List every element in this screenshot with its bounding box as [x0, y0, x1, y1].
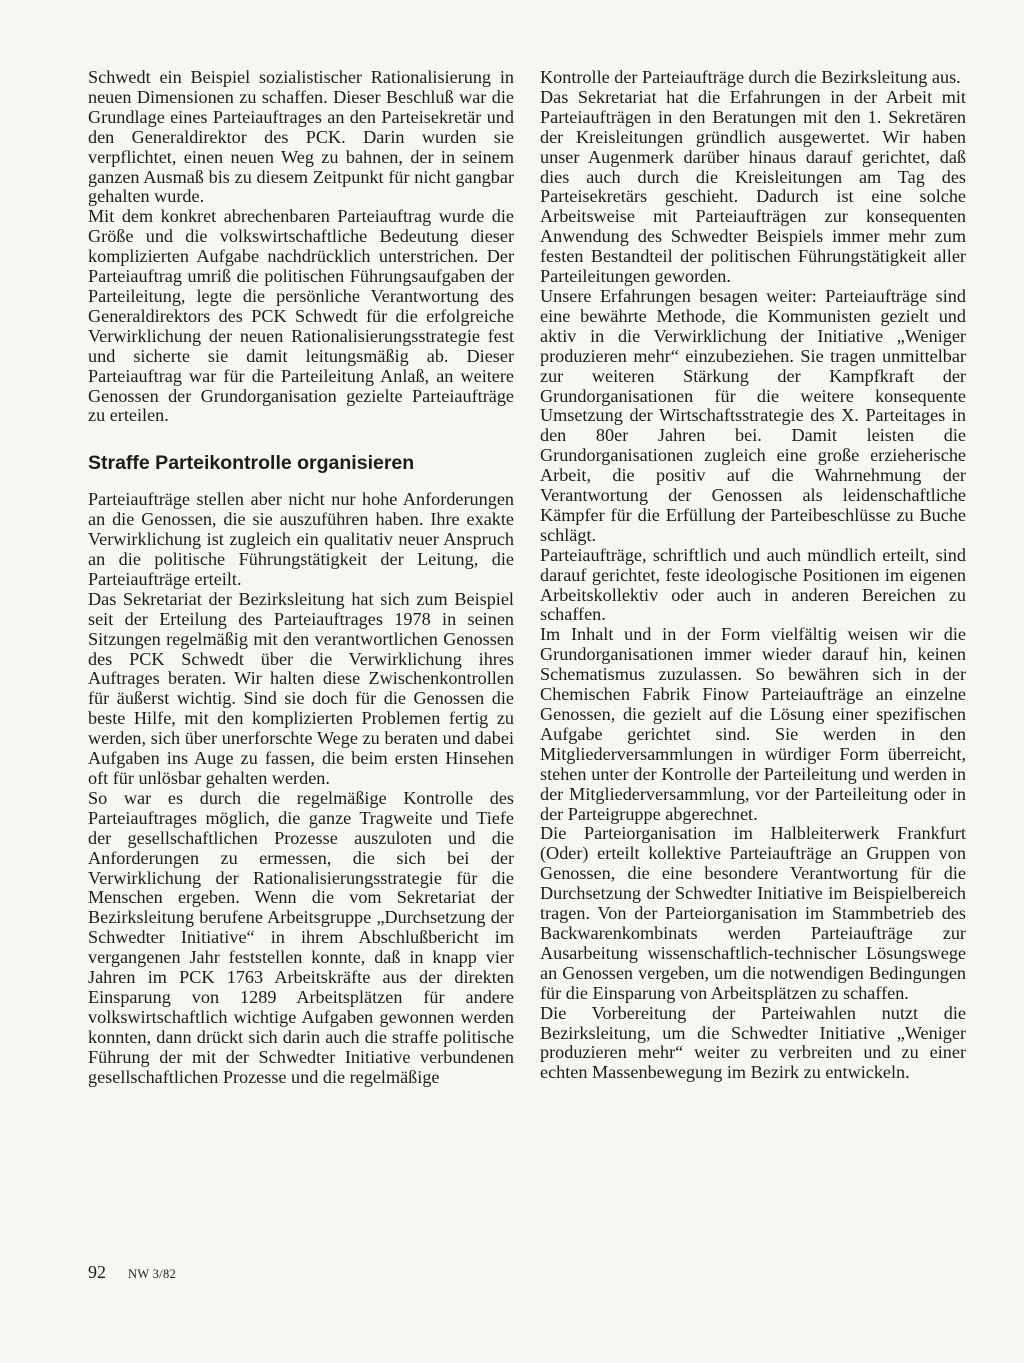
paragraph: Unsere Erfahrungen besagen weiter: Parteiaufträge sind eine bewährte Methode, die Kommunisten gezielt und aktiv in die Verwirklichung der Initiative „Weniger produzieren mehr“ einzubeziehen. Sie tragen unmittelbar zur weiteren Stärkung der Kampfkraft der Grundorganisationen für die weitere konsequente Umsetzung der Wirtschaftsstrategie des X. Parteitages in den 80er Jahren bei. Damit leisten die Grundorganisationen zugleich eine große erzieherische Arbeit, die positiv auf die Wahrnehmung der Verantwortung der Genossen als leidenschaftliche Kämpfer für die Erfüllung der Parteibeschlüsse zu Buche schlägt. [540, 285, 966, 545]
journal-reference: NW 3/82 [128, 1267, 177, 1281]
paragraph: Die Parteiorganisation im Halbleiterwerk Frankfurt (Oder) erteilt kollektive Parteiaufträge an Gruppen von Genossen, die eine besondere Verantwortung für die Durchsetzung der Schwedter Initiative im Beispielbereich tragen. Von der Parteiorganisation im Stammbetrieb des Backwarenkombinats werden Parteiaufträge zur Ausarbeitung wissenschaftlich-technischer Lösungswege an Genossen vergeben, um die notwendigen Bedingungen für die Einsparung von Arbeitsplätzen zu schaffen. [540, 823, 966, 1003]
paragraph: Die Vorbereitung der Parteiwahlen nutzt die Bezirksleitung, um die Schwedter Initiative „Weniger produzieren mehr“ weiter zu verbreiten und zu einer echten Massenbewegung im Bezirk zu entwickeln. [540, 1002, 966, 1083]
page-footer [88, 1262, 176, 1283]
paragraph: Parteiaufträge, schriftlich und auch mündlich erteilt, sind darauf gerichtet, feste ideologische Positionen im eigenen Arbeitskollektiv oder auch in anderen Bereichen zu schaffen. [540, 544, 966, 625]
page-number: 92 [88, 1262, 106, 1282]
left-column [88, 68, 514, 1088]
paragraph: So war es durch die regelmäßige Kontrolle des Parteiauftrages möglich, die ganze Tragweite und Tiefe der gesellschaftlichen Prozesse auszuloten und die Anforderungen zu ermessen, die sich bei der Verwirklichung der Rationalisierungsstrategie für die Menschen ergeben. Wenn die vom Sekretariat der Bezirksleitung berufene Arbeitsgruppe „Durchsetzung der Schwedter Initiative“ in ihrem Abschlußbericht im vergangenen Jahr feststellen konnte, daß in knapp vier Jahren im PCK 1763 Arbeitskräfte aus der direkten Einsparung von 1289 Arbeitsplätzen für andere volkswirtschaftlich wichtige Aufgaben gewonnen werden konnten, dann drückt sich darin auch die straffe politische Führung der mit der Schwedter Initiative verbundenen gesellschaftlichen Prozesse und die regelmäßige [88, 787, 514, 1087]
paragraph: Mit dem konkret abrechenbaren Parteiauftrag wurde die Größe und die volkswirtschaftliche Bedeutung dieser komplizierten Aufgabe nachdrücklich unterstrichen. Der Parteiauftrag umriß die politischen Führungsaufgaben der Parteileitung, legte die persönliche Verantwortung des Generaldirektors des PCK Schwedt für die erfolgreiche Verwirklichung der neuen Rationalisierungsstrategie fest und sicherte sie damit leitungsmäßig ab. Dieser Parteiauftrag war für die Parteileitung Anlaß, an weitere Genossen der Grundorganisation gezielte Parteiaufträge zu erteilen. [88, 206, 514, 426]
section-heading: Straffe Parteikontrolle organisieren [88, 452, 415, 475]
paragraph: Schwedt ein Beispiel sozialistischer Rationalisierung in neuen Dimensionen zu schaffen. Dieser Beschluß war die Grundlage eines Parteiauftrages an den Parteisekretär und den Generaldirektor des PCK. Darin wurden sie verpflichtet, einen neuen Weg zu bahnen, der in seinem ganzen Ausmaß bis zu diesem Zeitpunkt für nicht gangbar gehalten wurde. [88, 67, 514, 207]
paragraph: Das Sekretariat hat die Erfahrungen in der Arbeit mit Parteiaufträgen in den Beratungen mit den 1. Sekretären der Kreisleitungen gründlich ausgewertet. Wir haben unser Augenmerk darüber hinaus darauf gerichtet, daß dies auch durch die Kreisleitungen am Tag des Parteisekretärs geschieht. Dadurch ist eine solche Arbeitsweise mit Parteiaufträgen zur konsequenten Anwendung des Schwedter Beispiels immer mehr zum festen Bestandteil der politischen Führungstätigkeit aller Parteileitungen geworden. [540, 86, 966, 287]
paragraph: Das Sekretariat der Bezirksleitung hat sich zum Beispiel seit der Erteilung des Parteiauftrages 1978 in seinen Sitzungen regelmäßig mit den verantwortlichen Genossen des PCK Schwedt über die Verwirklichung ihres Auftrages beraten. Wir halten diese Zwischenkontrollen für äußerst wichtig. Sind sie doch für die Genossen die beste Hilfe, mit den komplizierten Problemen fertig zu werden, sich über unerforschte Wege zu beraten und dabei Aufgaben ins Auge zu fassen, die beim ersten Hinsehen oft für unlösbar gehalten werden. [88, 588, 514, 788]
paragraph: Kontrolle der Parteiaufträge durch die Bezirksleitung aus. [540, 67, 961, 87]
paragraph: Parteiaufträge stellen aber nicht nur hohe Anforderungen an die Genossen, die sie auszuführen haben. Ihre exakte Verwirklichung ist zugleich ein qualitativ neuer Anspruch an die politische Führungstätigkeit der Leitung, die Parteiaufträge erteilt. [88, 489, 514, 589]
paragraph: Im Inhalt und in der Form vielfältig weisen wir die Grundorganisationen immer wieder darauf hin, keinen Schematismus zuzulassen. So bewähren sich in der Chemischen Fabrik Finow Parteiaufträge an einzelne Genossen, die gezielt auf die Lösung einer spezifischen Aufgabe gerichtet sind. Sie werden in den Mitgliederversammlungen in würdiger Form überreicht, stehen unter der Kontrolle der Parteileitung und werden in der Mitgliederversammlung, vor der Parteileitung oder in der Parteigruppe abgerechnet. [540, 624, 966, 824]
right-column [540, 68, 966, 1083]
